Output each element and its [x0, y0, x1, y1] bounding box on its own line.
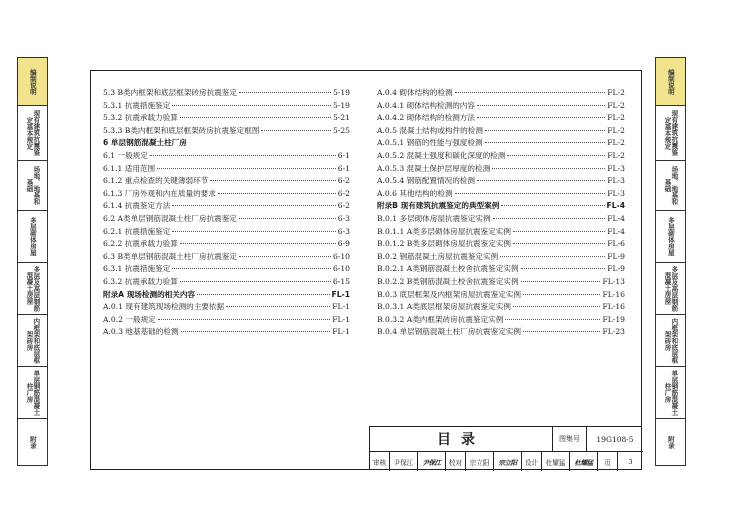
page-number: 3 — [628, 457, 633, 466]
toc-entry[interactable] — [103, 263, 350, 276]
tab-rc-buildings[interactable]: 多层及高层钢筋混凝土房屋 — [656, 263, 685, 315]
tab-inner-frame[interactable]: 内框架和底层框架砖房 — [18, 315, 47, 367]
toc-entry[interactable] — [103, 175, 350, 188]
toc-page-number: FL-2 — [607, 125, 625, 135]
toc-entry[interactable] — [103, 238, 350, 251]
toc-entry[interactable] — [377, 100, 625, 113]
toc-entry-title: A.0.5.4 钢筋配置情况的检测 — [377, 176, 475, 186]
toc-page-number: 6-10 — [332, 251, 350, 261]
atlas-number: 19G108-5 — [587, 427, 643, 452]
dot-leader — [180, 281, 331, 282]
dot-leader — [477, 180, 605, 181]
toc-entry[interactable] — [103, 112, 350, 125]
toc-entry-title: A.0.5.1 钢筋的性能与强度检测 — [377, 138, 483, 148]
toc-page-number: FL-1 — [332, 302, 350, 312]
toc-page-number: 6-1 — [337, 150, 350, 160]
toc-entry[interactable] — [103, 226, 350, 239]
toc-page-number: FL-2 — [607, 150, 625, 160]
toc-page-number: FL-2 — [607, 100, 625, 110]
toc-entry-title: A.0.2 一般规定 — [103, 314, 156, 324]
toc-entry[interactable] — [103, 100, 350, 113]
designer-name: 杜耀猛 — [542, 452, 570, 471]
toc-entry[interactable] — [377, 125, 625, 138]
toc-entry[interactable] — [377, 251, 625, 264]
toc-heading[interactable] — [103, 289, 350, 302]
toc-page-number: FL-2 — [607, 113, 625, 123]
right-section-tabs — [655, 57, 686, 466]
atlas-number-label: 图集号 — [553, 427, 587, 452]
dot-leader — [172, 268, 331, 269]
toc-entry[interactable] — [103, 150, 350, 163]
dot-leader — [172, 105, 331, 106]
toc-entry-title: 6.2.2 抗震承载力验算 — [103, 239, 178, 249]
toc-entry-title: 6.3.2 抗震承载力验算 — [103, 276, 178, 286]
toc-page-number: 5-21 — [332, 113, 350, 123]
toc-entry[interactable] — [377, 213, 625, 226]
toc-entry[interactable] — [103, 163, 350, 176]
toc-heading[interactable] — [377, 200, 625, 213]
dot-leader — [523, 331, 600, 332]
tab-inner-frame[interactable]: 内框架和底层框架砖房 — [656, 315, 685, 367]
toc-entry[interactable] — [103, 314, 350, 327]
tab-preparation-notes[interactable]: 编制说明 — [656, 58, 685, 106]
design-label: 设计 — [522, 452, 542, 471]
dot-leader — [239, 256, 331, 257]
toc-entry[interactable] — [103, 125, 350, 138]
dot-leader — [157, 168, 336, 169]
toc-entry-title: 附录B 现有建筑抗震鉴定的典型案例 — [377, 201, 500, 211]
dot-leader — [239, 92, 331, 93]
dot-leader — [239, 218, 336, 219]
toc-entry-title: 6.2.1 抗震措施鉴定 — [103, 226, 171, 236]
page-title: 目录 — [370, 427, 553, 452]
toc-entry-title: 5.3.1 抗震措施鉴定 — [103, 100, 171, 110]
toc-entry-title: 6.1.4 抗震鉴定方法 — [103, 201, 171, 211]
dot-leader — [455, 92, 606, 93]
toc-page-number: 5-19 — [332, 100, 350, 110]
checker-name: 宗立阳 — [466, 452, 494, 471]
dot-leader — [507, 155, 605, 156]
toc-entry-title: B.0.2 钢筋混凝土房屋抗震鉴定实例 — [377, 251, 499, 261]
toc-entry[interactable] — [103, 188, 350, 201]
toc-entry-title: 5.3.2 抗震承载力验算 — [103, 113, 178, 123]
toc-page-number: 6-3 — [337, 226, 350, 236]
tab-basic-provisions[interactable]: 现有建筑抗震鉴定基本规定 — [656, 106, 685, 161]
checker-signature: 宗立阳 — [494, 452, 522, 471]
toc-entry[interactable] — [377, 226, 625, 239]
toc-entry-title: A.0.1 现有建筑现场检测的主要依据 — [103, 302, 225, 312]
toc-entry[interactable] — [377, 112, 625, 125]
dot-leader — [261, 130, 331, 131]
toc-page-number: 6-1 — [337, 163, 350, 173]
toc-entry[interactable] — [103, 87, 350, 100]
toc-entry-title: B.0.1.1 A类多层砌体房屋抗震鉴定实例 — [377, 226, 511, 236]
toc-entry[interactable] — [377, 137, 625, 150]
dot-leader — [521, 281, 601, 282]
toc-page-number: 5-25 — [332, 125, 350, 135]
toc-entry[interactable] — [103, 200, 350, 213]
toc-page-number: FL-2 — [607, 138, 625, 148]
dot-leader — [492, 168, 605, 169]
check-label: 校对 — [446, 452, 466, 471]
dot-leader — [158, 319, 331, 320]
dot-leader — [501, 205, 604, 206]
toc-page-number: FL-6 — [607, 239, 625, 249]
dot-leader — [172, 205, 335, 206]
toc-entry-title: 5.3.3 B类内框架和底层框架砖房抗震鉴定框图 — [103, 125, 260, 135]
toc-entry-title: A.0.5.3 混凝土保护层厚度的检测 — [377, 163, 491, 173]
toc-entry-title: 附录A 现场检测的相关内容 — [103, 289, 196, 299]
dot-leader — [210, 180, 336, 181]
toc-page-number: 6-2 — [337, 188, 350, 198]
dot-leader — [521, 268, 606, 269]
tab-preparation-notes[interactable]: 编制说明 — [18, 58, 47, 106]
toc-page-number: 6-2 — [337, 176, 350, 186]
dot-leader — [477, 117, 605, 118]
tab-masonry-buildings[interactable]: 多层砌体房屋 — [656, 211, 685, 263]
dot-leader — [180, 117, 331, 118]
toc-entry-title: 6.3 B类单层钢筋混凝土柱厂房抗震鉴定 — [103, 251, 237, 261]
tab-site-foundation[interactable]: 场地、地基和基础 — [18, 161, 47, 211]
toc-page-number: FL-4 — [606, 201, 625, 211]
reviewer-name: 尹保江 — [390, 452, 418, 471]
toc-page-number: FL-1 — [331, 289, 350, 299]
review-label: 审核 — [370, 452, 390, 471]
toc-entry-title: A.0.3 地基基础的检测 — [103, 327, 179, 337]
dot-leader — [150, 155, 336, 156]
dot-leader — [197, 294, 329, 295]
toc-entry[interactable] — [377, 276, 625, 289]
toc-entry[interactable] — [103, 301, 350, 314]
toc-page-number: 6-3 — [337, 213, 350, 223]
toc-entry-title: B.0.4 单层钢筋混凝土柱厂房抗震鉴定实例 — [377, 327, 521, 337]
toc-entry-title: B.0.2.1 A类钢筋混凝土校舍抗震鉴定实例 — [377, 264, 519, 274]
toc-entry[interactable] — [377, 150, 625, 163]
dot-leader — [181, 331, 331, 332]
dot-leader — [493, 218, 606, 219]
tab-site-foundation[interactable]: 场地、地基和基础 — [656, 161, 685, 211]
toc-entry-title: 6.1.2 重点检查的关键薄弱环节 — [103, 176, 209, 186]
toc-heading[interactable] — [103, 137, 350, 150]
toc-page-number: 6-15 — [332, 276, 350, 286]
tab-masonry-buildings[interactable]: 多层砌体房屋 — [18, 211, 47, 263]
tab-appendix[interactable]: 附录 — [666, 435, 675, 449]
dot-leader — [513, 231, 605, 232]
designer-signature: 杜耀猛 — [570, 452, 598, 471]
toc-page-number: 6-9 — [337, 239, 350, 249]
dot-leader — [477, 105, 605, 106]
tab-rc-column-factory[interactable]: 单层钢筋混凝土柱厂房 — [656, 367, 685, 419]
dot-leader — [513, 306, 601, 307]
toc-page-number: FL-4 — [607, 226, 625, 236]
toc-entry-title: A.0.4.2 砌体结构的检测方法 — [377, 113, 475, 123]
toc-entry[interactable] — [103, 276, 350, 289]
dot-leader — [523, 294, 600, 295]
toc-entry-title: A.0.4.1 砌体结构检测的内容 — [377, 100, 475, 110]
toc-page-number: FL-3 — [607, 163, 625, 173]
toc-entry-title: 6.3.1 抗震措施鉴定 — [103, 264, 171, 274]
dot-leader — [455, 193, 606, 194]
toc-page-number: FL-3 — [607, 188, 625, 198]
dot-leader — [218, 193, 336, 194]
dot-leader — [500, 256, 605, 257]
toc-page-number: FL-16 — [602, 302, 625, 312]
toc-page-number: FL-9 — [607, 264, 625, 274]
toc-entry[interactable] — [103, 213, 350, 226]
toc-page-number: FL-1 — [332, 327, 350, 337]
toc-page-number: FL-1 — [332, 314, 350, 324]
tab-rc-column-factory[interactable]: 单层钢筋混凝土柱厂房 — [18, 367, 47, 419]
dot-leader — [485, 130, 605, 131]
page-label: 页 — [598, 452, 618, 471]
toc-entry[interactable] — [377, 326, 625, 339]
toc-entry-title: B.0.2.2 B类钢筋混凝土校舍抗震鉴定实例 — [377, 276, 519, 286]
tab-basic-provisions[interactable]: 现有建筑抗震鉴定基本规定 — [18, 106, 47, 161]
dot-leader — [180, 243, 336, 244]
toc-entry-title: B.0.3.2 A类内框架砖房抗震鉴定实例 — [377, 314, 504, 324]
toc-entry[interactable] — [377, 289, 625, 302]
toc-entry-title: 6.2 A类单层钢筋混凝土柱厂房抗震鉴定 — [103, 213, 237, 223]
toc-entry[interactable] — [377, 314, 625, 327]
dot-leader — [485, 142, 606, 143]
toc-entry[interactable] — [377, 301, 625, 314]
toc-page-number: FL-3 — [607, 176, 625, 186]
toc-entry-title: 6.1.1 适用范围 — [103, 163, 156, 173]
toc-entry-title: B.0.3 底层框架及内框架房屋抗震鉴定实例 — [377, 289, 521, 299]
toc-page-number: FL-2 — [607, 88, 625, 97]
toc-entry-title: 6 单层钢筋混凝土柱厂房 — [103, 138, 187, 148]
toc-right-column — [377, 87, 625, 339]
toc-entry-title: A.0.5 混凝土结构或构件的检测 — [377, 125, 483, 135]
left-section-tabs — [17, 57, 48, 466]
toc-entry-title: A.0.5.2 混凝土强度和碳化深度的检测 — [377, 150, 506, 160]
toc-entry-title: B.0.1.2 B类多层砌体房屋抗震鉴定实例 — [377, 239, 512, 249]
toc-page-number: FL-16 — [602, 289, 625, 299]
toc-entry-title: 5.3 B类内框架和底层框架砖房抗震鉴定 — [103, 88, 237, 97]
toc-entry[interactable] — [103, 326, 350, 339]
dot-leader — [172, 231, 335, 232]
toc-entry-title: B.0.3.1 A类底层框架房屋抗震鉴定实例 — [377, 302, 511, 312]
toc-page-number: 6-10 — [332, 264, 350, 274]
toc-page-number: FL-9 — [607, 251, 625, 261]
toc-entry-title: B.0.1 多层砌体房屋抗震鉴定实例 — [377, 213, 491, 223]
toc-page-number: FL-19 — [602, 314, 625, 324]
toc-entry[interactable] — [377, 263, 625, 276]
tab-appendix[interactable]: 附录 — [28, 435, 37, 449]
toc-page-number: FL-23 — [602, 327, 625, 337]
toc-entry-title: A.0.4 砌体结构的检测 — [377, 88, 453, 97]
toc-entry[interactable] — [103, 251, 350, 264]
toc-page-number: FL-4 — [607, 213, 625, 223]
toc-entry-title: 6.1 一般规定 — [103, 150, 148, 160]
toc-entry-title: A.0.6 其他结构的检测 — [377, 188, 453, 198]
dot-leader — [226, 306, 330, 307]
toc-page-number: FL-13 — [602, 276, 625, 286]
toc-left-column — [103, 87, 350, 339]
tab-rc-buildings[interactable]: 多层及高层钢筋混凝土房屋 — [18, 263, 47, 315]
dot-leader — [513, 243, 605, 244]
toc-page-number: 5-19 — [332, 88, 350, 97]
reviewer-signature: 尹保江 — [418, 452, 446, 471]
toc-page-number: 6-2 — [337, 201, 350, 211]
toc-entry-title: 6.1.3 厂房外观和内在质量的要求 — [103, 188, 216, 198]
toc-entry[interactable] — [377, 87, 625, 100]
toc-entry[interactable] — [377, 238, 625, 251]
dot-leader — [505, 319, 600, 320]
toc-entry[interactable] — [377, 188, 625, 201]
toc-entry[interactable] — [377, 163, 625, 176]
title-block — [369, 426, 642, 470]
toc-entry[interactable] — [377, 175, 625, 188]
